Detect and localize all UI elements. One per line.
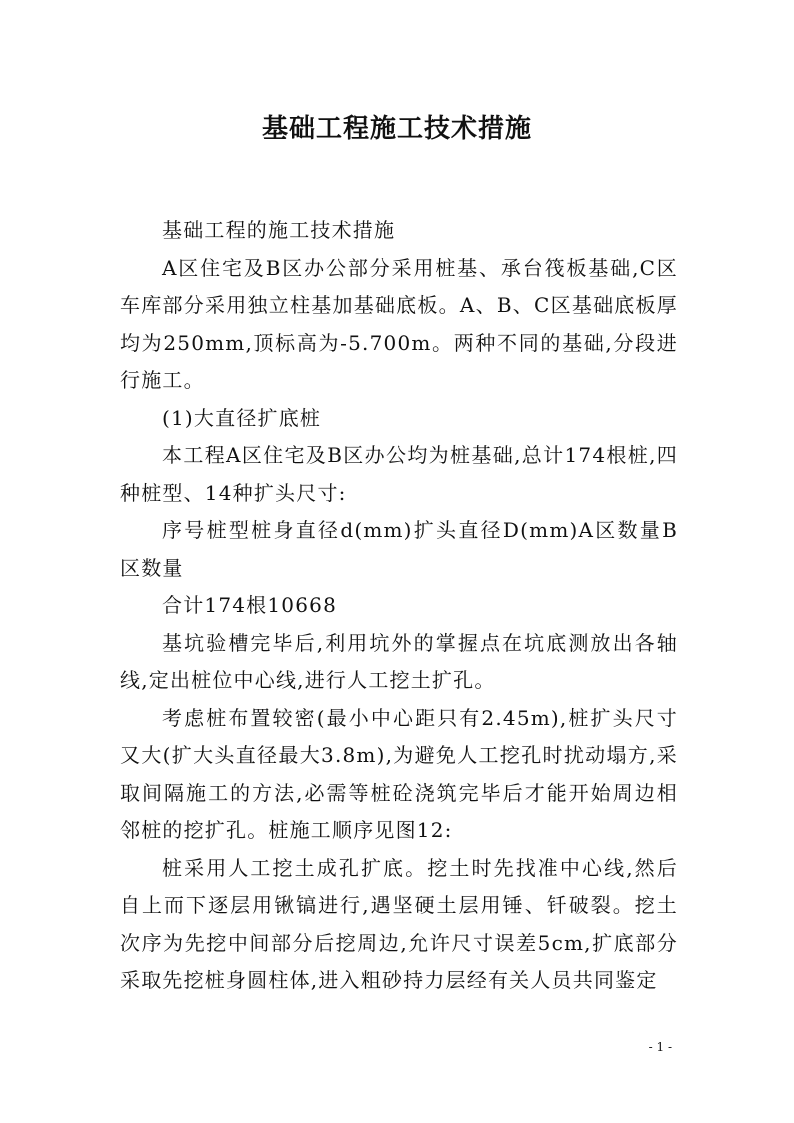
document-body <box>120 212 678 1000</box>
paragraph-section-heading: (1)大直径扩底桩 <box>162 405 322 430</box>
page-number: - 1 - <box>648 1040 672 1054</box>
paragraph-pile-summary: 本工程A区住宅及B区办公均为桩基础,总计174根桩,四种桩型、14种扩头尺寸: <box>120 443 678 505</box>
paragraph-table-total: 合计174根10668 <box>162 593 337 617</box>
paragraph-construction-sequence: 考虑桩布置较密(最小中心距只有2.45m),桩扩头尺寸又大(扩大头直径最大3.8m),为避免人工挖孔时扰动塌方,采取间隔施工的方法,必需等桩砼浇筑完毕后才能开始周边相邻桩的挖扩孔。桩施工顺序见图12: <box>120 705 678 842</box>
document-title: 基础工程施工技术措施 <box>261 114 532 144</box>
paragraph-foundation-overview: A区住宅及B区办公部分采用桩基、承台筏板基础,C区车库部分采用独立柱基加基础底板。A、B、C区基础底板厚均为250mm,顶标高为-5.700m。两种不同的基础,分段进行施工。 <box>120 255 678 392</box>
paragraph-table-header: 序号桩型桩身直径d(mm)扩头直径D(mm)A区数量B区数量 <box>120 518 678 580</box>
paragraph-subtitle: 基础工程的施工技术措施 <box>162 218 396 242</box>
paragraph-survey: 基坑验槽完毕后,利用坑外的掌握点在坑底测放出各轴线,定出桩位中心线,进行人工挖土扩孔。 <box>120 630 678 692</box>
paragraph-excavation-method: 桩采用人工挖土成孔扩底。挖土时先找准中心线,然后自上而下逐层用锹镐进行,遇坚硬土层用锤、钎破裂。挖土次序为先挖中间部分后挖周边,允许尺寸误差5cm,扩底部分采取先挖桩身圆柱体,进入粗砂持力层经有关人员共同鉴定 <box>120 855 678 992</box>
